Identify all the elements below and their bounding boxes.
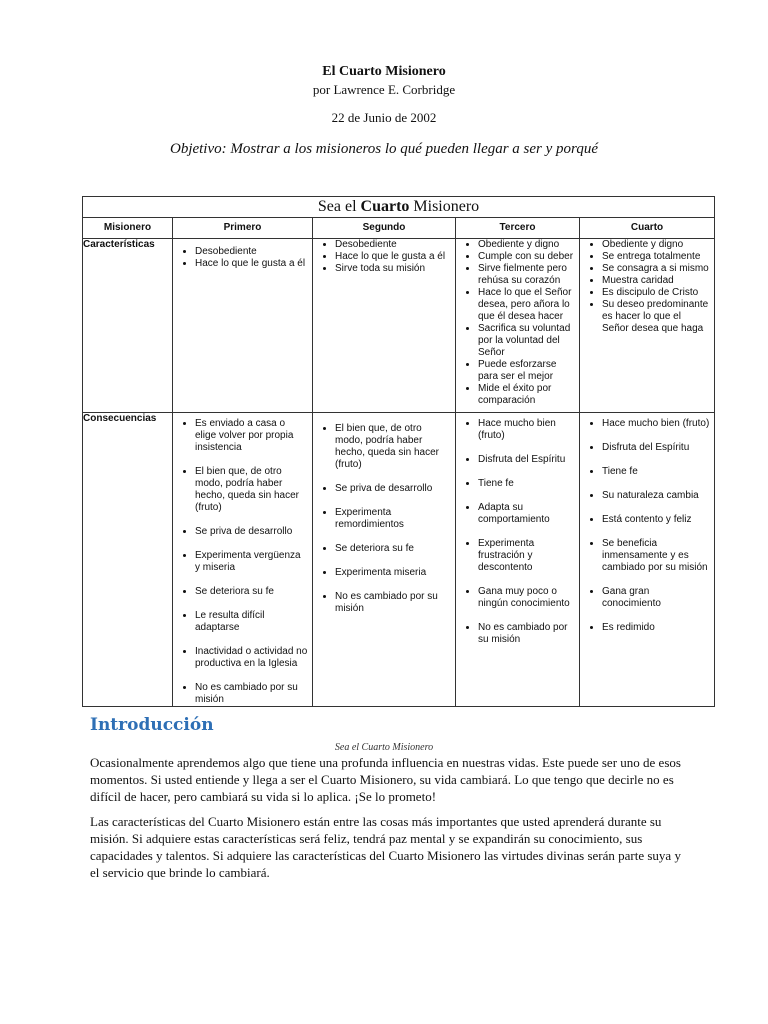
table-row bbox=[83, 413, 715, 707]
row-label-consecuencias: Consecuencias bbox=[83, 413, 173, 707]
caption-pre: Sea el bbox=[317, 198, 361, 215]
bullet-list bbox=[313, 423, 455, 615]
bullet-list bbox=[580, 418, 714, 634]
cell-caracteristicas-cuarto bbox=[580, 239, 715, 413]
list-item: • Hace lo que el Señor desea, pero añora lo que él desea hacer bbox=[478, 287, 575, 323]
cell-consecuencias-primero bbox=[173, 413, 313, 707]
list-item: • No es cambiado por su misión bbox=[478, 622, 575, 646]
paragraph: Ocasionalmente aprendemos algo que tiene una profunda influencia en nuestras vidas. Este puede ser uno de esos momentos. Si usted entiende y llega a ser el Cuarto Misionero, su vida cambiará. Lo que tengo que decirle no es difícil de hacer, pero cambiará su vida si lo aplica. ¡Se lo prometo! bbox=[90, 755, 681, 804]
list-item: • Sirve fielmente pero rehúsa su corazón bbox=[478, 263, 575, 287]
list-item: • Se priva de desarrollo bbox=[195, 526, 308, 538]
list-item: • Muestra caridad bbox=[602, 275, 710, 287]
list-item: • Disfruta del Espíritu bbox=[602, 442, 710, 454]
list-item: • Cumple con su deber bbox=[478, 251, 575, 263]
caption-post: Misionero bbox=[409, 198, 480, 215]
table-row bbox=[83, 239, 715, 413]
column-header-row bbox=[83, 218, 715, 239]
list-item: • Hace lo que le gusta a él bbox=[335, 251, 451, 263]
list-item: • Se priva de desarrollo bbox=[335, 483, 451, 495]
list-item: • Desobediente bbox=[335, 239, 451, 251]
list-item: • Mide el éxito por comparación bbox=[478, 383, 575, 407]
list-item: • Su naturaleza cambia bbox=[602, 490, 710, 502]
list-item: • Tiene fe bbox=[602, 466, 710, 478]
list-item: • Tiene fe bbox=[478, 478, 575, 490]
cell-caracteristicas-primero bbox=[173, 239, 313, 413]
list-item: • Hace lo que le gusta a él bbox=[195, 258, 308, 270]
list-item: • Experimenta miseria bbox=[335, 567, 451, 579]
caption-bold: Cuarto bbox=[360, 198, 410, 215]
list-item: • Puede esforzarse para ser el mejor bbox=[478, 359, 575, 383]
list-item: • Le resulta difícil adaptarse bbox=[195, 610, 308, 634]
document-author: por Lawrence E. Corbridge bbox=[312, 82, 456, 97]
bullet-list bbox=[173, 418, 312, 706]
column-header-tercero: Tercero bbox=[456, 218, 580, 239]
document-objective: Objetivo: Mostrar a los misioneros lo qué pueden llegar a ser y porqué bbox=[169, 141, 598, 157]
column-header-segundo: Segundo bbox=[313, 218, 456, 239]
list-item: • Se entrega totalmente bbox=[602, 251, 710, 263]
cell-consecuencias-tercero bbox=[456, 413, 580, 707]
list-item: • Experimenta vergüenza y miseria bbox=[195, 550, 308, 574]
cell-consecuencias-cuarto bbox=[580, 413, 715, 707]
missionary-table bbox=[82, 196, 715, 707]
list-item: • Se consagra a si mismo bbox=[602, 263, 710, 275]
bullet-list bbox=[173, 246, 312, 270]
paragraph: Las características del Cuarto Misionero están entre las cosas más importantes que usted aprenderá durante su misión. Si adquiere estas características será feliz, tendrá paz mental y se expandirán su conocimiento, sus capacidades y talentos. Si adquiere las características del Cuarto Misionero las virtudes divinas serán parte suya y el servicio que brinde lo cambiará. bbox=[90, 814, 681, 880]
list-item: • Es redimido bbox=[602, 622, 710, 634]
list-item: • Es discipulo de Cristo bbox=[602, 287, 710, 299]
list-item: • Se beneficia inmensamente y es cambiado por su misión bbox=[602, 538, 710, 574]
list-item: • Hace mucho bien (fruto) bbox=[602, 418, 710, 430]
list-item: • No es cambiado por su misión bbox=[335, 591, 451, 615]
cell-caracteristicas-segundo bbox=[313, 239, 456, 413]
list-item: • Sirve toda su misión bbox=[335, 263, 451, 275]
list-item: • El bien que, de otro modo, podría haber hecho, queda sin hacer (fruto) bbox=[195, 466, 308, 514]
list-item: • Se deteriora su fe bbox=[195, 586, 308, 598]
document-date: 22 de Junio de 2002 bbox=[331, 110, 437, 125]
list-item: • Es enviado a casa o elige volver por propia insistencia bbox=[195, 418, 308, 454]
section-subtitle: Sea el Cuarto Misionero bbox=[334, 742, 434, 753]
list-item: • Experimenta frustración y descontento bbox=[478, 538, 575, 574]
list-item: • No es cambiado por su misión bbox=[195, 682, 308, 706]
list-item: • Obediente y digno bbox=[602, 239, 710, 251]
bullet-list bbox=[313, 239, 455, 275]
section-heading: Introducción bbox=[90, 715, 214, 735]
list-item: • Sacrifica su voluntad por la voluntad del Señor bbox=[478, 323, 575, 359]
list-item: • Inactividad o actividad no productiva en la Iglesia bbox=[195, 646, 308, 670]
document-title: El Cuarto Misionero bbox=[322, 64, 446, 79]
list-item: • El bien que, de otro modo, podría haber hecho, queda sin hacer (fruto) bbox=[335, 423, 451, 471]
bullet-list bbox=[456, 239, 579, 407]
column-header-misionero: Misionero bbox=[83, 218, 173, 239]
cell-caracteristicas-tercero bbox=[456, 239, 580, 413]
list-item: • Gana muy poco o ningún conocimiento bbox=[478, 586, 575, 610]
list-item: • Desobediente bbox=[195, 246, 308, 258]
column-header-primero: Primero bbox=[173, 218, 313, 239]
list-item: • Disfruta del Espíritu bbox=[478, 454, 575, 466]
row-label-caracteristicas: Características bbox=[83, 239, 173, 413]
list-item: • Está contento y feliz bbox=[602, 514, 710, 526]
list-item: • Adapta su comportamiento bbox=[478, 502, 575, 526]
list-item: • Gana gran conocimiento bbox=[602, 586, 710, 610]
cell-consecuencias-segundo bbox=[313, 413, 456, 707]
list-item: • Se deteriora su fe bbox=[335, 543, 451, 555]
bullet-list bbox=[456, 418, 579, 646]
column-header-cuarto: Cuarto bbox=[580, 218, 715, 239]
list-item: • Experimenta remordimientos bbox=[335, 507, 451, 531]
bullet-list bbox=[580, 239, 714, 335]
list-item: • Su deseo predominante es hacer lo que el Señor desea que haga bbox=[602, 299, 710, 335]
list-item: • Hace mucho bien (fruto) bbox=[478, 418, 575, 442]
table-caption bbox=[83, 197, 715, 218]
list-item: • Obediente y digno bbox=[478, 239, 575, 251]
